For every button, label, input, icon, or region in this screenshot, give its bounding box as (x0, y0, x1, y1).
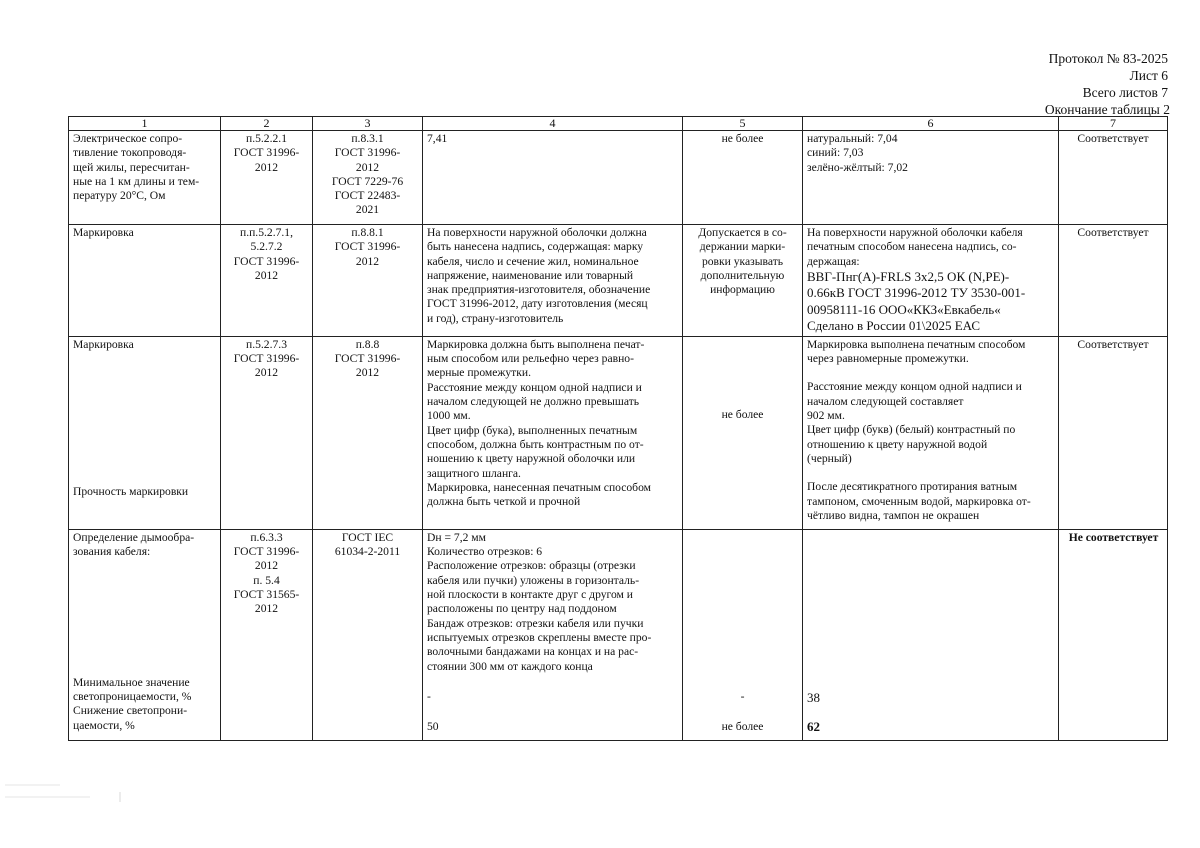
scan-artifact (0, 780, 130, 810)
test-parameter-cell (69, 225, 221, 337)
requirement-clause-cell (221, 529, 313, 740)
text-line: пературу 20°С, Ом (73, 189, 166, 203)
actual-value-cell (803, 225, 1059, 337)
text-line: Допускается в со- (698, 226, 787, 239)
tolerance-cell (683, 336, 803, 529)
table-continuation-label: Окончание таблицы 2 (1044, 102, 1170, 117)
table-row (69, 225, 1168, 337)
text-line: 2012 (254, 268, 279, 282)
text-line: ГОСТ 22483- (334, 189, 401, 203)
text-line: синий: 7,03 (807, 146, 864, 160)
tolerance-min-value: - (740, 689, 745, 703)
text-line: п.8.8.1 (351, 226, 384, 239)
text-line: щей жилы, пересчитан- (73, 160, 190, 174)
text-line: Расстояние между концом одной надписи и (807, 380, 1022, 394)
normative-reduction-value: 50 (427, 719, 439, 733)
actual-reduction-value: 62 (807, 718, 820, 734)
text-line: цаемости, % (73, 718, 135, 732)
requirement-clause-cell (221, 225, 313, 337)
text-line: кабеля или пучки) уложены в горизонталь- (427, 573, 640, 587)
column-numbers-row (69, 117, 1168, 131)
tolerance-reduction-value: не более (721, 719, 764, 733)
column-header: 2 (221, 117, 313, 131)
text-line: ГОСТ IEC (341, 530, 394, 544)
text-line: ГОСТ 7229-76 (331, 174, 404, 188)
text-line: ной плоскости в контакте друг с другом и (427, 588, 633, 602)
text-line: натуральный: 7,04 (807, 132, 898, 145)
text-line: ным способом или рельефно через равно- (427, 352, 634, 366)
text-line: (черный) (807, 451, 852, 465)
text-line: способом, должна быть контрастным по от- (427, 437, 644, 451)
conformity-cell: Соответствует (1059, 131, 1168, 225)
text-line: 1000 мм. (427, 409, 471, 423)
text-line: печатным способом нанесена надпись, со- (807, 240, 1017, 254)
text-line: напряжение, наименование или товарный (427, 268, 634, 282)
tolerance-cell (683, 131, 803, 225)
text-line: должна быть четкой и прочной (427, 495, 581, 509)
conformity-cell: Соответствует (1059, 336, 1168, 529)
column-header: 5 (683, 117, 803, 131)
text-line: кабеля, число и сечение жил, номинальное (427, 254, 639, 268)
text-line: Маркировка (73, 226, 134, 239)
text-line: чётливо видна, тампон не окрашен (807, 508, 980, 522)
text-line: ГОСТ 31996- (233, 545, 300, 559)
test-parameter-cell (69, 336, 221, 529)
text-line: п.8.3.1 (351, 132, 384, 145)
text-line: На поверхности наружной оболочки должна (427, 226, 647, 239)
text-line: держании марки- (699, 240, 786, 254)
test-method-cell (313, 225, 423, 337)
test-parameter-cell (69, 131, 221, 225)
results-table (68, 116, 1168, 741)
text-line: Маркировка (73, 337, 134, 351)
text-line: Бандаж отрезков: отрезки кабеля или пучки (427, 616, 644, 630)
text-line: держащая: (807, 254, 860, 268)
normative-value-cell (423, 529, 683, 740)
text-line: ровки указывать (701, 254, 784, 268)
text-line: 2012 (355, 254, 380, 268)
text-line: мерные промежутки. (427, 366, 531, 380)
normative-value-cell (423, 131, 683, 225)
cable-marking-text: 00958111-16 ООО«ККЗ«Евкабель« (807, 301, 1001, 317)
document-header (1045, 50, 1168, 118)
cable-marking-text: Сделано в России 01\2025 ЕАС (807, 318, 981, 334)
column-header: 1 (69, 117, 221, 131)
conformity-cell: Не соответствует (1059, 529, 1168, 740)
protocol-number: Протокол № 83-2025 (1048, 51, 1168, 66)
text-line: через равномерные промежутки. (807, 352, 969, 366)
text-line: ГОСТ 31996- (334, 240, 401, 254)
test-method-cell (313, 336, 423, 529)
normative-value-cell (423, 336, 683, 529)
text-line: 2012 (355, 366, 380, 380)
text-line: зования кабеля: (73, 545, 151, 559)
table-row (69, 131, 1168, 225)
text-line: 2021 (355, 203, 380, 217)
text-line: светопроницаемости, % (73, 690, 192, 704)
text-line: Количество отрезков: 6 (427, 545, 543, 559)
text-line: 2012 (254, 559, 279, 573)
text-line: информацию (710, 283, 775, 297)
text-line: Цвет цифр (букв) (белый) контрастный по (807, 423, 1016, 437)
normative-value-cell (423, 225, 683, 337)
text-line: быть нанесена надпись, содержащая: марку (427, 240, 644, 254)
cable-marking-text: ВВГ-Пнг(А)-FRLS 3х2,5 ОК (N,PE)- (807, 268, 1010, 284)
text-line: волочными бандажами на концах и на рас- (427, 645, 639, 659)
text-line: знак предприятия-изготовителя, обозначение (427, 283, 651, 297)
text-line: п.5.2.2.1 (246, 132, 287, 145)
text-line: Маркировка должна быть выполнена печат- (427, 337, 645, 351)
actual-value-cell (803, 529, 1059, 740)
actual-value-cell (803, 131, 1059, 225)
text-line: испытуемых отрезков скреплены вместе про- (427, 630, 652, 644)
text-line: началом следующей не должно превышать (427, 395, 640, 409)
column-header: 4 (423, 117, 683, 131)
test-method-cell (313, 131, 423, 225)
table-row (69, 529, 1168, 740)
text-line: ГОСТ 31996- (334, 352, 401, 366)
text-line: Электрическое сопро- (73, 132, 183, 145)
text-line: 2012 (355, 160, 380, 174)
column-header: 3 (313, 117, 423, 131)
text-line: ГОСТ 31996-2012, дату изготовления (месяц (427, 297, 648, 311)
text-line: 2012 (254, 366, 279, 380)
text-line: Расстояние между концом одной надписи и (427, 380, 642, 394)
text-line: 7,41 (427, 132, 448, 145)
table-row (69, 336, 1168, 529)
text-line: тампоном, смоченным водой, маркировка от- (807, 494, 1031, 508)
text-line: ГОСТ 31996- (233, 254, 300, 268)
text-line: тивление токопроводя- (73, 146, 187, 160)
text-line: 61034-2-2011 (334, 545, 401, 559)
text-line: защитного шланга. (427, 466, 521, 480)
text-line: ные на 1 км длины и тем- (73, 174, 200, 188)
text-line: 5.2.7.2 (250, 240, 283, 254)
text-line: 2012 (254, 160, 279, 174)
cable-marking-text: 0.66кВ ГОСТ 31996-2012 ТУ 3530-001- (807, 285, 1026, 301)
normative-min-value: - (427, 689, 431, 703)
text-line: ГОСТ 31996- (233, 352, 300, 366)
text-line: ГОСТ 31996- (233, 146, 300, 160)
text-line: п.5.2.7.3 (246, 337, 287, 351)
column-header: 6 (803, 117, 1059, 131)
text-line: Dн = 7,2 мм (427, 530, 486, 544)
test-parameter-cell (69, 529, 221, 740)
text-line: п.8.8 (355, 337, 380, 351)
text-line: зелёно-жёлтый: 7,02 (807, 160, 908, 174)
text-line: п. 5.4 (253, 573, 280, 587)
text-line: После десятикратного протирания ватным (807, 480, 1018, 494)
text-line: ГОСТ 31996- (334, 146, 401, 160)
text-line: п.п.5.2.7.1, (240, 226, 293, 239)
text-line: началом следующей составляет (807, 394, 964, 408)
tolerance-cell (683, 225, 803, 337)
text-line: Минимальное значение (73, 675, 190, 689)
text-line: 2012 (254, 602, 279, 616)
text-line: ношению к цвету наружной оболочки или (427, 452, 636, 466)
text-line: п.6.3.3 (250, 530, 283, 544)
text-line: отношению к цвету наружной водой (807, 437, 988, 451)
tolerance-cell (683, 529, 803, 740)
total-sheets: Всего листов 7 (1082, 85, 1168, 100)
text-line: Определение дымообра- (73, 530, 195, 544)
text-line: На поверхности наружной оболочки кабеля (807, 226, 1023, 239)
requirement-clause-cell (221, 336, 313, 529)
text-line: Маркировка, нанесенная печатным способом (427, 480, 651, 494)
text-line: дополнительную (700, 268, 785, 282)
sheet-number: Лист 6 (1129, 68, 1168, 83)
requirement-clause-cell (221, 131, 313, 225)
actual-value-cell (803, 336, 1059, 529)
text-line: Маркировка выполнена печатным способом (807, 337, 1026, 351)
text-line: и год), страну-изготовитель (427, 311, 564, 325)
column-header: 7 (1059, 117, 1168, 131)
text-line: стоянии 300 мм от каждого конца (427, 659, 593, 673)
text-line: расположены по центру над поддоном (427, 602, 617, 616)
text-line: не более (721, 407, 764, 421)
actual-min-value: 38 (807, 689, 820, 705)
text-line: не более (721, 132, 764, 145)
text-line: Прочность маркировки (73, 484, 189, 498)
text-line: ГОСТ 31565- (233, 588, 300, 602)
text-line: Цвет цифр (бука), выполненных печатным (427, 423, 638, 437)
conformity-cell: Соответствует (1059, 225, 1168, 337)
text-line: Расположение отрезков: образцы (отрезки (427, 559, 636, 573)
test-method-cell (313, 529, 423, 740)
text-line: Снижение светопрони- (73, 704, 188, 718)
text-line: 902 мм. (807, 409, 845, 423)
